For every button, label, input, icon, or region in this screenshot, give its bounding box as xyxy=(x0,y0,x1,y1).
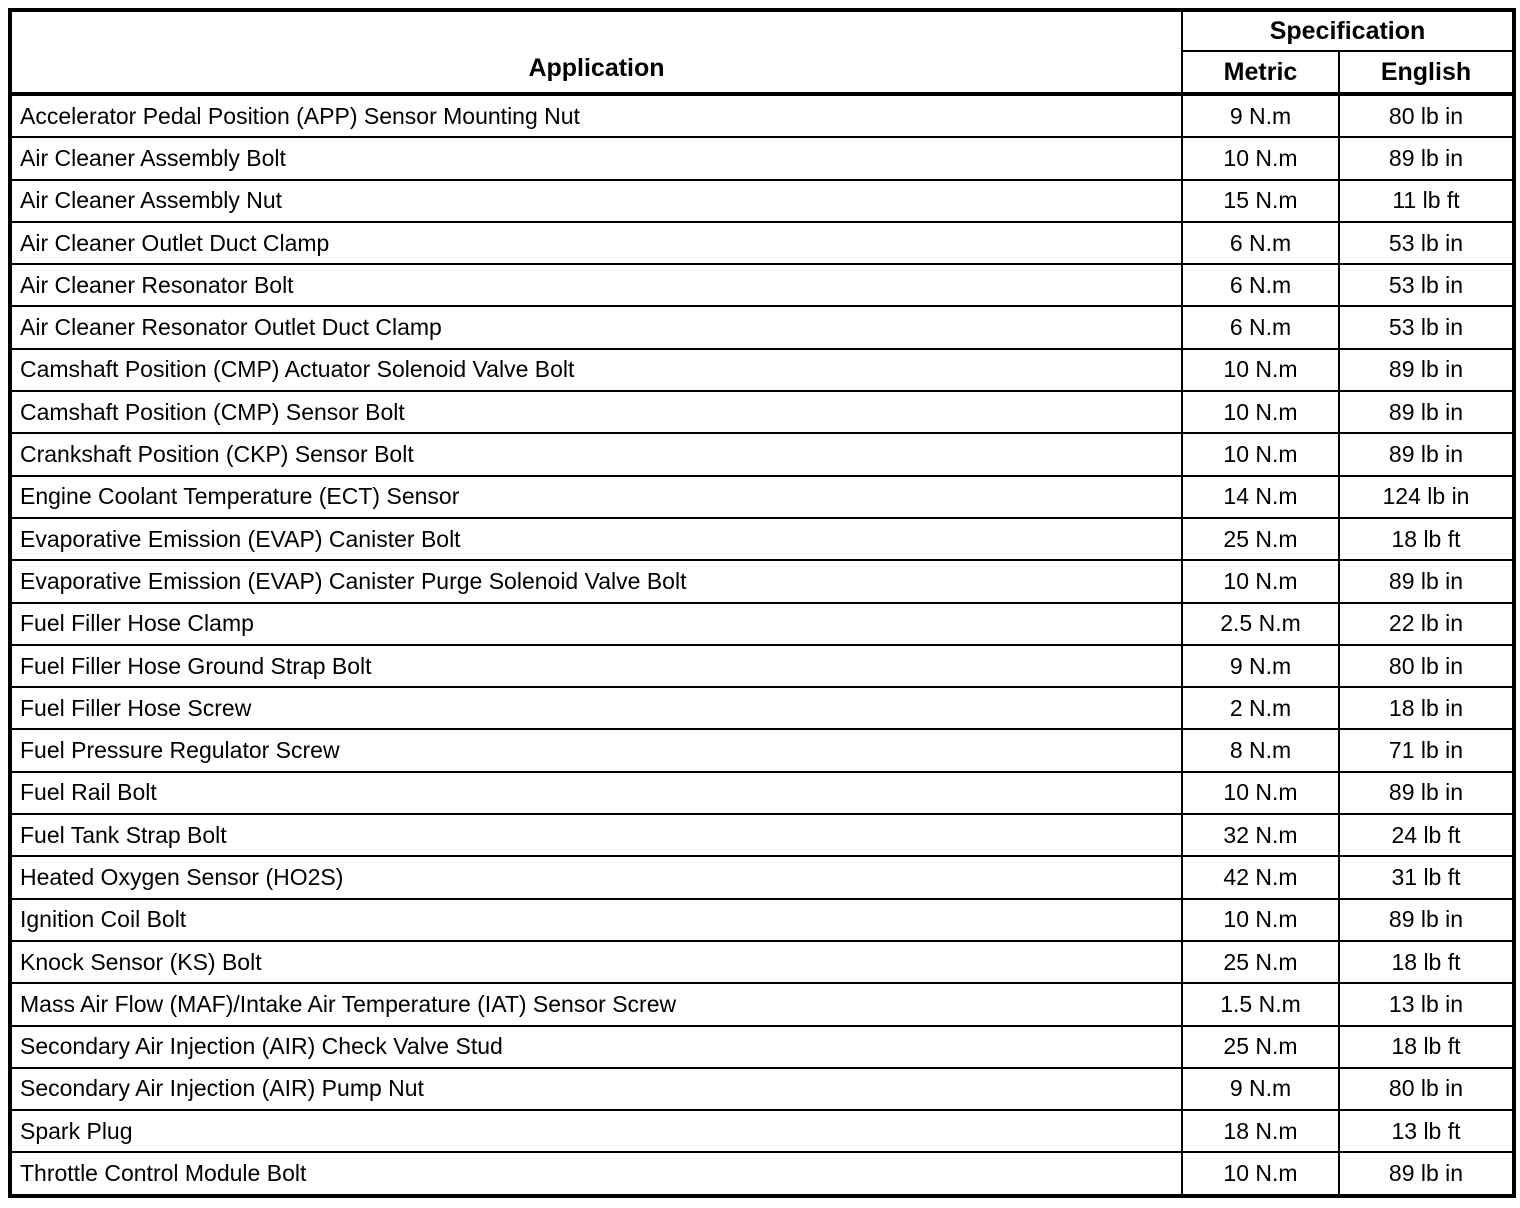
english-cell: 89 lb in xyxy=(1339,391,1514,433)
table-row xyxy=(10,729,1514,771)
english-cell: 89 lb in xyxy=(1339,899,1514,941)
application-cell: Fuel Tank Strap Bolt xyxy=(10,814,1182,856)
english-cell: 13 lb ft xyxy=(1339,1110,1514,1152)
table-row xyxy=(10,560,1514,602)
english-cell: 89 lb in xyxy=(1339,560,1514,602)
english-cell: 13 lb in xyxy=(1339,983,1514,1025)
application-cell: Fuel Filler Hose Clamp xyxy=(10,603,1182,645)
table-row xyxy=(10,349,1514,391)
table-row xyxy=(10,1152,1514,1195)
table-row xyxy=(10,433,1514,475)
application-cell: Secondary Air Injection (AIR) Pump Nut xyxy=(10,1068,1182,1110)
application-cell: Air Cleaner Assembly Nut xyxy=(10,180,1182,222)
metric-cell: 9 N.m xyxy=(1182,94,1339,137)
metric-cell: 15 N.m xyxy=(1182,180,1339,222)
application-cell: Fuel Pressure Regulator Screw xyxy=(10,729,1182,771)
application-cell: Mass Air Flow (MAF)/Intake Air Temperature (IAT) Sensor Screw xyxy=(10,983,1182,1025)
metric-column-header: Metric xyxy=(1182,51,1339,94)
english-cell: 89 lb in xyxy=(1339,433,1514,475)
application-cell: Heated Oxygen Sensor (HO2S) xyxy=(10,856,1182,898)
table-row xyxy=(10,814,1514,856)
metric-cell: 8 N.m xyxy=(1182,729,1339,771)
metric-cell: 10 N.m xyxy=(1182,391,1339,433)
application-cell: Air Cleaner Resonator Outlet Duct Clamp xyxy=(10,306,1182,348)
application-cell: Camshaft Position (CMP) Actuator Solenoid Valve Bolt xyxy=(10,349,1182,391)
table-row xyxy=(10,941,1514,983)
metric-cell: 10 N.m xyxy=(1182,899,1339,941)
metric-cell: 32 N.m xyxy=(1182,814,1339,856)
english-cell: 18 lb in xyxy=(1339,687,1514,729)
metric-cell: 6 N.m xyxy=(1182,222,1339,264)
table-row xyxy=(10,1026,1514,1068)
english-cell: 24 lb ft xyxy=(1339,814,1514,856)
application-cell: Crankshaft Position (CKP) Sensor Bolt xyxy=(10,433,1182,475)
application-cell: Secondary Air Injection (AIR) Check Valve Stud xyxy=(10,1026,1182,1068)
english-cell: 53 lb in xyxy=(1339,264,1514,306)
table-header xyxy=(10,10,1514,94)
application-cell: Evaporative Emission (EVAP) Canister Purge Solenoid Valve Bolt xyxy=(10,560,1182,602)
application-cell: Air Cleaner Assembly Bolt xyxy=(10,137,1182,179)
metric-cell: 10 N.m xyxy=(1182,1152,1339,1195)
english-cell: 18 lb ft xyxy=(1339,941,1514,983)
application-cell: Evaporative Emission (EVAP) Canister Bolt xyxy=(10,518,1182,560)
table-body xyxy=(10,94,1514,1196)
metric-cell: 6 N.m xyxy=(1182,264,1339,306)
english-cell: 18 lb ft xyxy=(1339,1026,1514,1068)
metric-cell: 18 N.m xyxy=(1182,1110,1339,1152)
metric-cell: 9 N.m xyxy=(1182,1068,1339,1110)
metric-cell: 42 N.m xyxy=(1182,856,1339,898)
table-row xyxy=(10,306,1514,348)
specification-column-header: Specification xyxy=(1182,10,1514,51)
metric-cell: 2 N.m xyxy=(1182,687,1339,729)
application-cell: Ignition Coil Bolt xyxy=(10,899,1182,941)
table-row xyxy=(10,264,1514,306)
table-row xyxy=(10,899,1514,941)
english-cell: 31 lb ft xyxy=(1339,856,1514,898)
table-row xyxy=(10,391,1514,433)
table-row xyxy=(10,603,1514,645)
metric-cell: 14 N.m xyxy=(1182,476,1339,518)
english-cell: 89 lb in xyxy=(1339,349,1514,391)
application-cell: Air Cleaner Resonator Bolt xyxy=(10,264,1182,306)
table-row xyxy=(10,1110,1514,1152)
metric-cell: 6 N.m xyxy=(1182,306,1339,348)
table-row xyxy=(10,856,1514,898)
english-cell: 89 lb in xyxy=(1339,1152,1514,1195)
table-row xyxy=(10,645,1514,687)
english-cell: 53 lb in xyxy=(1339,222,1514,264)
metric-cell: 1.5 N.m xyxy=(1182,983,1339,1025)
application-cell: Engine Coolant Temperature (ECT) Sensor xyxy=(10,476,1182,518)
table-row xyxy=(10,222,1514,264)
application-cell: Knock Sensor (KS) Bolt xyxy=(10,941,1182,983)
metric-cell: 25 N.m xyxy=(1182,518,1339,560)
table-row xyxy=(10,94,1514,137)
metric-cell: 25 N.m xyxy=(1182,941,1339,983)
application-cell: Fuel Filler Hose Ground Strap Bolt xyxy=(10,645,1182,687)
metric-cell: 10 N.m xyxy=(1182,137,1339,179)
table-row xyxy=(10,687,1514,729)
application-cell: Spark Plug xyxy=(10,1110,1182,1152)
table-row xyxy=(10,476,1514,518)
english-cell: 80 lb in xyxy=(1339,94,1514,137)
application-cell: Fuel Rail Bolt xyxy=(10,772,1182,814)
metric-cell: 2.5 N.m xyxy=(1182,603,1339,645)
english-column-header: English xyxy=(1339,51,1514,94)
table-row xyxy=(10,772,1514,814)
application-cell: Fuel Filler Hose Screw xyxy=(10,687,1182,729)
application-cell: Air Cleaner Outlet Duct Clamp xyxy=(10,222,1182,264)
metric-cell: 10 N.m xyxy=(1182,349,1339,391)
english-cell: 71 lb in xyxy=(1339,729,1514,771)
application-cell: Accelerator Pedal Position (APP) Sensor Mounting Nut xyxy=(10,94,1182,137)
metric-cell: 10 N.m xyxy=(1182,560,1339,602)
english-cell: 11 lb ft xyxy=(1339,180,1514,222)
english-cell: 89 lb in xyxy=(1339,772,1514,814)
table-row xyxy=(10,1068,1514,1110)
english-cell: 18 lb ft xyxy=(1339,518,1514,560)
application-column-header: Application xyxy=(10,10,1182,94)
english-cell: 22 lb in xyxy=(1339,603,1514,645)
application-cell: Camshaft Position (CMP) Sensor Bolt xyxy=(10,391,1182,433)
english-cell: 80 lb in xyxy=(1339,1068,1514,1110)
table-row xyxy=(10,180,1514,222)
table-row xyxy=(10,983,1514,1025)
english-cell: 89 lb in xyxy=(1339,137,1514,179)
metric-cell: 10 N.m xyxy=(1182,433,1339,475)
english-cell: 124 lb in xyxy=(1339,476,1514,518)
metric-cell: 25 N.m xyxy=(1182,1026,1339,1068)
english-cell: 53 lb in xyxy=(1339,306,1514,348)
metric-cell: 9 N.m xyxy=(1182,645,1339,687)
fastener-specifications-table xyxy=(8,8,1516,1198)
application-cell: Throttle Control Module Bolt xyxy=(10,1152,1182,1195)
table-row xyxy=(10,137,1514,179)
metric-cell: 10 N.m xyxy=(1182,772,1339,814)
table-row xyxy=(10,518,1514,560)
english-cell: 80 lb in xyxy=(1339,645,1514,687)
header-row-1 xyxy=(10,10,1514,51)
